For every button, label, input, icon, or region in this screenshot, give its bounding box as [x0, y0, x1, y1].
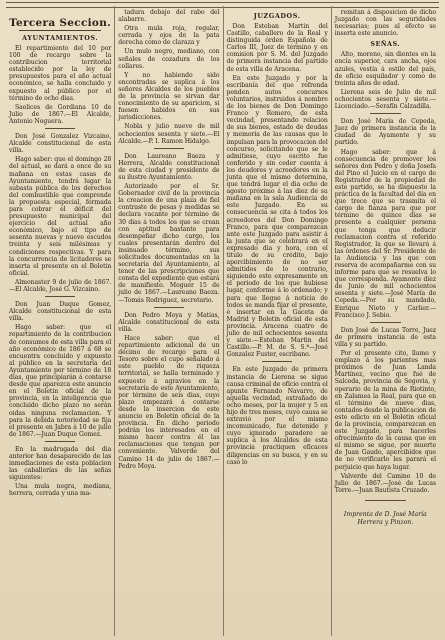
divider: [370, 322, 400, 323]
divider: [154, 307, 184, 308]
column-2: [114, 6, 222, 636]
heading-ayuntamientos: AYUNTAMIENTOS.: [22, 34, 99, 42]
paragraph: Don José Gonzalez Vizcaino, Alcalde constitucional de esta villa.: [9, 133, 112, 155]
paragraph: En este Juzgado y por la escribanía del que refrenda penden autos concursos voluntarios, instruidos á nombre de los bienes de Don Domingo Franco y Romero, de esta vecindad, presentando relacion de sus bienes, estado de deudas y memoria de las causas que le impulsan para la provocacion del concurso, solicitando que se le admitiese, cuyo escrito fue conferido y sin ceder cuenta á los deudores y acreedores en la junta que el mismo determina, que tendrá lugar el dia ocho de agosto próximo á las diez de su mañana en la sala Audiencia de este Juzgado. En su consecuencia se cita á todos los acreedores del Don Domingo Franco, para que comparezcan ante este Juzgado para asistir á la junta que se celebrará en el expresado dia y hora, con el titulo de su crédito, bajo apercibimiento de no ser admitidos de lo contrario, siguiendo este expresamente en el periodo de los que hubiese lugar, conforme á lo ordenado; y para que llegue á noticia de todos se manda fijar el presente, é insertar en la Gaceta de Madrid y Boletin oficial de esta provincia. Aracena cuatro de julio de mil ochocientos sesenta y siete.—Esteban Martin del Castillo.—P. M. de S. S.ª—José Gonzalez Fuster, escribano.: [226, 74, 328, 359]
paragraph: Un mulo negro, mediano, con señales de cozadura de los collares.: [118, 48, 220, 70]
section-title: Tercera Seccion.: [9, 17, 112, 29]
divider: [45, 441, 76, 442]
paragraph: Autorizado por el Sr. Gobernador civil de la provincia la creacion de una plaza de fiel contraste de pesas y medidas se declara vacante por término de 30 dias á todos los que se crean con aptitud bastante para desempeñar dicho cargo, los cuales presentarán dentro del insinuado término, sus solicitudes documentadas en la secretaría del Ayuntamiento, al tenor de las prescripciones que consta del expediente que estará de manifiesto. Moguer 15 de julio de 1867.—Laureano Baeza.—Tomás Rodriguez, secretario.: [118, 183, 220, 304]
title-rule: [19, 30, 101, 31]
paragraph: Hace saber: que el repartimiento adicional de un décimo de recargo para el Tesoro sobre el cupo señalado á este pueblo de riqueza territorial, se halla terminado y expuesto á agravios en la secretaría de este Ayuntamiento, por término de seis dias, cuyo plazo empezará á contarse desde la insercion de este anuncio en Boletin oficial de la provincia. En dicho periodo podrán los interesados en el mismo hacer contra él las reclamaciones que tengan por conveniente. Valverde del Camino 14 de julio de 1867.—Pedro Moya.: [118, 334, 220, 470]
paragraph: Don Laureano Baeza y Herrera, Alcalde constitucional de esta ciudad y presidente de su ilustre Ayuntamiento.: [118, 152, 220, 181]
paragraph: Saelices de Gordiana 10 de Julio de 1867.—El Alcalde, Antonio Noguera.: [9, 103, 112, 125]
paragraph: Una mula negra, mediana, herrera, cerrada y una ma-: [9, 483, 112, 498]
printer-imprint: [335, 511, 436, 526]
paragraph: Don Juan Duque Gomez, Alcalde constitucional de esta villa.: [9, 301, 112, 323]
paragraph: Alto, moreno, sin dientes en la encía superior, cara ancha, ojos azules, vestía á estilo del país, de oficio esquilador y como de treinta años de edad.: [334, 51, 436, 87]
paragraph: Don José María de Cepeda, Juez de primera instancia de la ciudad de Ayamonte y su partido.: [334, 118, 436, 147]
heading-juzgados: JUZGADOS.: [253, 12, 301, 20]
paragraph: Hago saber: que el domingo 28 del actual, se dará a once de su mañana en estas casas de Ayuntamiento, tendrá lugar la subasta pública de los derechos del combustible que comprende la propuesta especial, formada para cobrar el déficit del presupuesto municipal del ejercicio del actual año económico, bajo el tipo de sesenta nuevas y nueve escudos treinta y seis milésimas y condiciones respectivas. Y para la concurrencia de licitadores se inserta el presente en el Boletin oficial.: [9, 156, 112, 277]
paragraph: Valverde del Camino 10 de Julio de 1867.—José de Lucas Torre.—Juan Bautista Cruzado.: [334, 472, 436, 494]
column-4: [331, 6, 439, 636]
paragraph: Por el presente cito, llamo y emplazo á los parientes mas próximos de Juan Landa Martínez, vecino que fué de Salceda, provincia de Segovia, y operario de la mina de Riotinto, en Zalamea la Real, para que en el término de nueve dias, contados desde la publicacion de este edicto en el Boletin oficial de la provincia, comparezcan en este Juzgado, para hacerles ofrecimiento de la causa que en el mismo se sigue, por muerte de Juan Gaudo, apercibidos que de no verificarlo les parará el perjuicio que haya lugar.: [334, 350, 436, 471]
imprint-line: Herrera y Pinzon.: [357, 518, 414, 526]
paragraph: Hago saber: que el repartimiento de la contribucion de consumos de esta villa para el año económico de 1867 á 68 se encuentra concluido y expuesto al público en la secretaría del Ayuntamiento por término de 18 dias, que principiarán á contarse desde que aparezca este anuncio en el Boletin oficial de la provincia, en la inteligencia que concluido dicho plazo no serán oidas ninguna reclamacion. Y para la debida notoriedad se fija el presente en Jabra á 10 de julio de 1867.—Juan Duque Gomez.: [9, 324, 112, 438]
paragraph: Hago saber: que á consecuencia de promover los señores don Pedro y doña Josefa del Pino el Juicio en el cargo de Registrador de la propiedad de este partido, se ha dispuesto la práctica de la facultad del día en que trece que se trasmita el cargo de fianza para que por término de quince días se presente a cualquier persona que tenga que deducir reclamacion contra el referido Registrador, la que se llevará á las órdenes del Sr. Presidente de la Audiencia y las que con reserva de acompañarme con su informe para que se resuelva lo que corresponda. Ayamonte diez de Junio de mil ochocientos sesenta y siete.—José María de Cepeda.—Por su mandado, Enrique Nieto y Carlier.—Francisco J. Sebio.: [334, 148, 436, 319]
heading-senas: SEÑAS.: [370, 41, 401, 49]
column-3: [223, 6, 331, 636]
paragraph: Otra mula roja, regular, cerrada y ojos de la pata derecha como de claraza y: [118, 25, 220, 47]
paragraph: Don Esteban Martin del Castillo, caballero de la Real y distinguida órden Española de Carlos III, Juez de término y en comision por S. M. del Juzgado de primera instancia del partido de esta villa de Aracena.: [226, 23, 328, 73]
divider: [370, 113, 400, 114]
divider: [45, 128, 76, 129]
divider: [154, 148, 184, 149]
paragraph: Don José de Lucas Torre, Juez de primera instancia de esta villa y su partido.: [334, 326, 436, 348]
paragraph: remitan á disposicion de dicho Juzgado con las seguridades necesarias; pues al efecto se inserta este anuncio.: [334, 9, 436, 38]
column-1: [6, 6, 114, 636]
paragraph: En la madrugada del dia anterior han desaparecido de las inmediaciones de esta poblacion las caballerías de las señas siguientes:: [9, 445, 112, 482]
divider: [262, 361, 292, 362]
paragraph: El repartimiento del 10 por 100 de recargo sobre la contribucion territorial establecido por la ley de presupuestos para el año actual económico, se halla concluido y expuesto al público por el término de ocho dias.: [9, 45, 112, 102]
paragraph: Y no habiendo sido encontradas se suplica á los señores Alcaldes de los pueblos de la provincia se sirvan dar conocimiento de su aparicion, si fuesen habidos en sus jurisdicciones.: [118, 71, 220, 122]
paragraph: Nobla y julio nueve de mil ochocientos sesenta y siete.—El Alcalde.—P. I. Ramon Hidalgo.: [118, 123, 220, 145]
paragraph: Lierena seis de Julio de mil ochocientos sesenta y siete.—Licenciado.—Serafín Calzadilla.: [334, 88, 436, 111]
columns: [6, 6, 439, 636]
divider: [45, 296, 76, 297]
paragraph: En este Juzgado de primera instancia de Lierena se sigue causa criminal de oficio contra el apunte Fernando Navarro, de aquella vecindad, extrañado de ocho meses, por la mujer y 5 en hijo de tres meses, cuyo causa se extravió por el mismo incomunicado, fue detenido y cuyo ignorado paradero se suplica á los Alcaldes de esta provincia practiquen eficaces diligencias en su busca, y en su caso lo: [226, 366, 328, 466]
imprint-line: Imprenta de D. José María: [343, 510, 427, 518]
paragraph: Don Pedro Moya y Matías, Alcalde constitucional de esta villa.: [118, 311, 220, 333]
paragraph: tadura debajo del rabo del alabarre.: [118, 9, 220, 24]
paragraph: Almonaster 9 de julio de 1867.—El Alcalde, José G. Vizcaino.: [9, 278, 112, 293]
imprint-rule: [365, 500, 406, 501]
